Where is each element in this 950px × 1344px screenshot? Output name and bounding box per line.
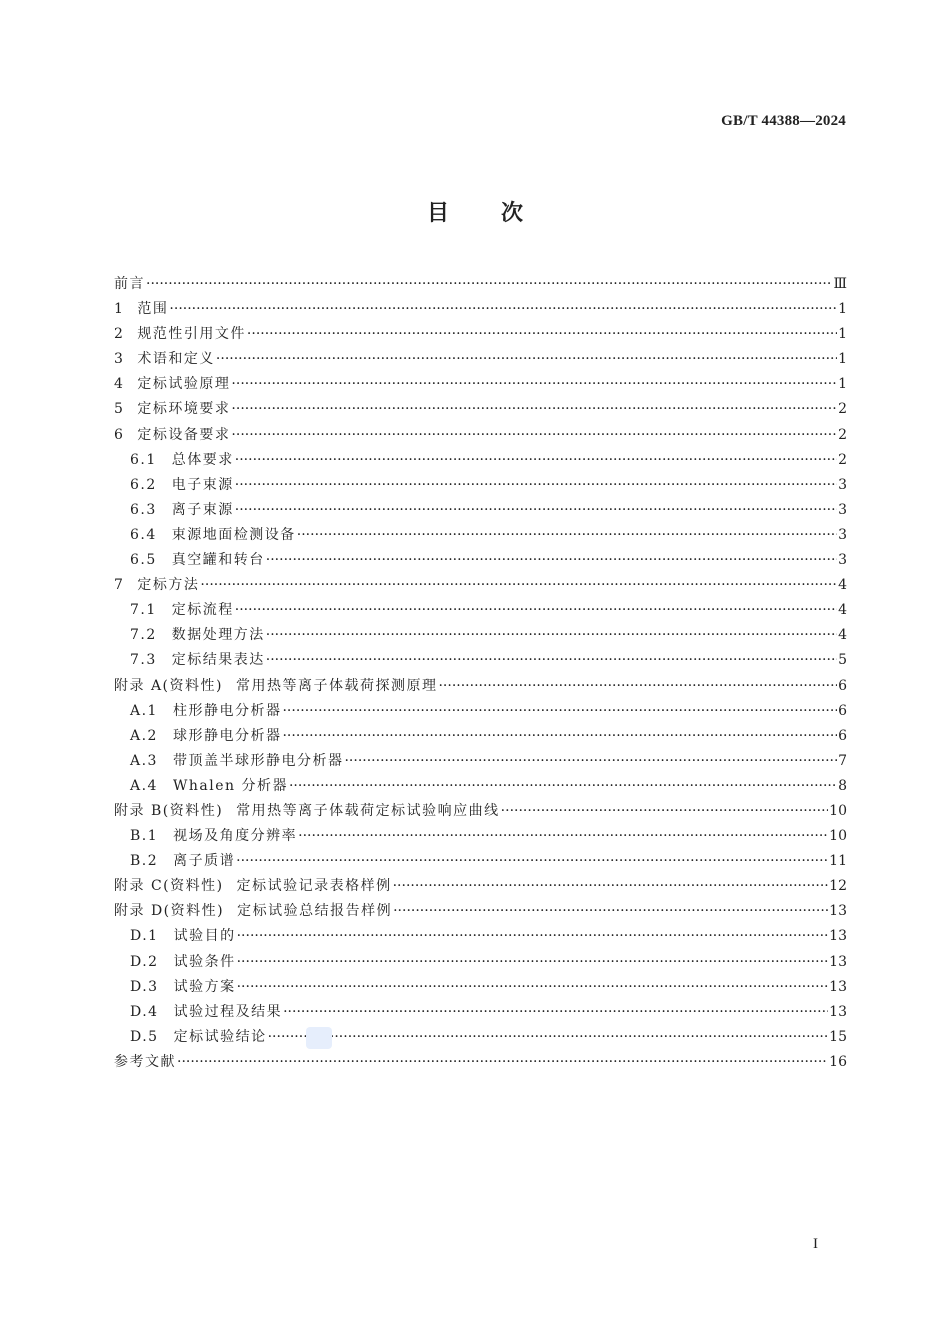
- toc-entry-page: 12: [829, 878, 847, 895]
- toc-entry-page: 4: [838, 602, 847, 619]
- toc-dot-leader: [146, 272, 832, 297]
- toc-entry-label: 柱形静电分析器: [172, 702, 282, 719]
- toc-dot-leader: [283, 1000, 828, 1025]
- toc-entry-number: 4: [114, 376, 125, 393]
- toc-entry-page: 7: [838, 752, 847, 769]
- toc-entry[interactable]: [114, 724, 847, 749]
- toc-entry-page: 13: [829, 953, 847, 970]
- toc-entry-label: 常用热等离子体载荷定标试验响应曲线: [236, 802, 500, 819]
- toc-entry-number: A.2: [130, 727, 158, 744]
- toc-dot-leader: [231, 397, 837, 422]
- toc-entry-number: B.2: [130, 853, 159, 870]
- toc-entry-label: 范围: [137, 301, 169, 318]
- highlight-mark: [306, 1027, 332, 1049]
- toc-entry-number: 7: [114, 577, 125, 594]
- toc-entry-page: 13: [829, 978, 847, 995]
- toc-entry-page: 2: [838, 451, 847, 468]
- toc-entry-label: 定标流程: [171, 602, 234, 619]
- toc-entry[interactable]: [114, 774, 847, 799]
- toc-entry[interactable]: [114, 899, 847, 924]
- toc-entry-number: A.4: [130, 777, 158, 794]
- toc-entry-page: 15: [829, 1028, 847, 1045]
- toc-entry-number: 6.4: [130, 526, 157, 543]
- toc-entry-number: D.1: [130, 928, 159, 945]
- toc-entry-number: B.1: [130, 828, 159, 845]
- toc-entry-number: 7.3: [130, 652, 157, 669]
- toc-entry[interactable]: [114, 1025, 847, 1050]
- toc-entry-number: D.5: [130, 1028, 159, 1045]
- toc-entry[interactable]: [114, 272, 847, 297]
- toc-entry-page: 13: [829, 928, 847, 945]
- toc-entry-number: D.2: [130, 953, 159, 970]
- toc-entry[interactable]: [114, 598, 847, 623]
- toc-entry-label: 束源地面检测设备: [171, 526, 296, 543]
- toc-entry-page: 6: [838, 702, 847, 719]
- toc-entry-page: 6: [838, 677, 847, 694]
- toc-entry-label: 试验过程及结果: [173, 1003, 283, 1020]
- toc-entry[interactable]: [114, 674, 847, 699]
- toc-entry-page: 1: [838, 351, 847, 368]
- toc-entry[interactable]: [114, 824, 847, 849]
- toc-entry-page: 16: [829, 1053, 847, 1070]
- toc-dot-leader: [235, 448, 837, 473]
- toc-dot-leader: [237, 975, 829, 1000]
- toc-entry-number: A.1: [130, 702, 158, 719]
- toc-dot-leader: [237, 924, 829, 949]
- toc-entry-number: A.3: [130, 752, 158, 769]
- toc-entry-label: 试验目的: [173, 928, 236, 945]
- toc-entry-label: 定标结果表达: [171, 652, 265, 669]
- standard-code: GB/T 44388—2024: [721, 113, 846, 129]
- toc-entry-number: D.4: [130, 1003, 159, 1020]
- toc-entry-page: 1: [838, 301, 847, 318]
- toc-entry[interactable]: [114, 523, 847, 548]
- toc-entry[interactable]: [114, 423, 847, 448]
- toc-entry-number: 附录 D(资料性): [114, 903, 225, 920]
- toc-dot-leader: [344, 749, 837, 774]
- toc-entry-page: 8: [838, 777, 847, 794]
- toc-entry-page: 10: [829, 828, 847, 845]
- toc-dot-leader: [282, 724, 837, 749]
- toc-entry-label: 视场及角度分辨率: [173, 828, 298, 845]
- toc-entry[interactable]: [114, 874, 847, 899]
- toc-entry[interactable]: [114, 699, 847, 724]
- toc-entry[interactable]: [114, 548, 847, 573]
- toc-dot-leader: [235, 598, 837, 623]
- toc-entry[interactable]: [114, 648, 847, 673]
- toc-entry-label: 离子质谱: [173, 853, 236, 870]
- toc-entry-page: 3: [838, 526, 847, 543]
- toc-entry-page: 3: [838, 501, 847, 518]
- toc-entry-label: 定标试验记录表格样例: [236, 878, 392, 895]
- toc-entry[interactable]: [114, 849, 847, 874]
- toc-dot-leader: [177, 1050, 828, 1075]
- page-number: I: [813, 1236, 818, 1252]
- toc-dot-leader: [200, 573, 837, 598]
- toc-entry-label: Whalen 分析器: [172, 777, 288, 794]
- toc-entry[interactable]: [114, 799, 847, 824]
- toc-entry-page: 11: [829, 853, 847, 870]
- toc-entry[interactable]: [114, 950, 847, 975]
- toc-entry-page: 3: [838, 476, 847, 493]
- toc-entry-number: 7.1: [130, 602, 157, 619]
- toc-dot-leader: [237, 950, 829, 975]
- toc-entry-label: 真空罐和转台: [171, 552, 265, 569]
- toc-entry[interactable]: [114, 473, 847, 498]
- toc-entry-label: 规范性引用文件: [137, 326, 246, 343]
- toc-entry[interactable]: [114, 573, 847, 598]
- toc-entry-label: 定标试验原理: [137, 376, 231, 393]
- toc-entry-label: 离子束源: [171, 501, 234, 518]
- page-title: 目次: [426, 201, 575, 226]
- toc-entry-label: 定标试验结论: [173, 1028, 267, 1045]
- toc-entry-label: 术语和定义: [137, 351, 215, 368]
- toc-entry-label: 试验方案: [173, 978, 236, 995]
- toc-dot-leader: [235, 498, 837, 523]
- toc-dot-leader: [393, 874, 829, 899]
- toc-entry[interactable]: [114, 975, 847, 1000]
- toc-entry-label: 带顶盖半球形静电分析器: [172, 752, 344, 769]
- toc-entry-label: 定标方法: [137, 577, 200, 594]
- toc-entry-page: 5: [838, 652, 847, 669]
- toc-dot-leader: [231, 372, 837, 397]
- toc-entry-number: 1: [114, 301, 125, 318]
- toc-entry[interactable]: [114, 498, 847, 523]
- toc-entry-number: 附录 B(资料性): [114, 802, 224, 819]
- toc-entry-page: 2: [838, 401, 847, 418]
- toc-entry-number: 6.2: [130, 476, 157, 493]
- toc-entry-page: 10: [829, 802, 847, 819]
- toc-entry-label: 常用热等离子体载荷探测原理: [235, 677, 438, 694]
- toc-entry[interactable]: [114, 347, 847, 372]
- toc-entry-number: 6.5: [130, 552, 157, 569]
- toc-entry[interactable]: [114, 1000, 847, 1025]
- toc-entry-label: 球形静电分析器: [172, 727, 282, 744]
- toc-entry[interactable]: [114, 372, 847, 397]
- toc-entry-label: 定标设备要求: [137, 426, 231, 443]
- toc-entry-number: 附录 C(资料性): [114, 878, 224, 895]
- toc-entry[interactable]: [114, 924, 847, 949]
- toc-entry-number: D.3: [130, 978, 159, 995]
- toc-entry-label: 电子束源: [171, 476, 234, 493]
- toc-entry-number: 6.1: [130, 451, 157, 468]
- toc-dot-leader: [501, 799, 829, 824]
- toc-dot-leader: [393, 899, 828, 924]
- toc-dot-leader: [268, 1025, 829, 1050]
- toc-entry-number: 5: [114, 401, 125, 418]
- toc-entry[interactable]: [114, 623, 847, 648]
- toc-entry-label: 定标试验总结报告样例: [237, 903, 393, 920]
- toc-entry-label: 参考文献: [114, 1053, 176, 1070]
- toc-dot-leader: [235, 473, 837, 498]
- toc-entry-label: 总体要求: [171, 451, 234, 468]
- toc-entry-page: 1: [838, 326, 847, 343]
- toc-entry-label: 试验条件: [173, 953, 236, 970]
- toc-entry-page: 1: [838, 376, 847, 393]
- toc-entry-number: 6: [114, 426, 125, 443]
- toc-dot-leader: [282, 699, 837, 724]
- toc-entry-page: 3: [838, 552, 847, 569]
- toc-dot-leader: [236, 849, 828, 874]
- toc-entry-number: 附录 A(资料性): [114, 677, 223, 694]
- toc-entry[interactable]: [114, 397, 847, 422]
- toc-entry-page: Ⅲ: [833, 276, 847, 292]
- toc-dot-leader: [289, 774, 837, 799]
- toc-entry-page: 13: [829, 1003, 847, 1020]
- toc-dot-leader: [266, 623, 837, 648]
- toc-entry[interactable]: [114, 1050, 847, 1075]
- toc-dot-leader: [266, 648, 837, 673]
- toc-entry-number: 7.2: [130, 627, 157, 644]
- toc-entry-label: 数据处理方法: [171, 627, 265, 644]
- toc-entry-page: 4: [838, 627, 847, 644]
- toc-entry-number: 6.3: [130, 501, 157, 518]
- toc-dot-leader: [231, 423, 837, 448]
- toc-entry-number: 2: [114, 326, 125, 343]
- toc-dot-leader: [438, 674, 837, 699]
- toc-entry[interactable]: [114, 297, 847, 322]
- toc-dot-leader: [298, 824, 828, 849]
- toc-entry-page: 4: [838, 577, 847, 594]
- toc-dot-leader: [169, 297, 837, 322]
- toc-entry-label: 定标环境要求: [137, 401, 231, 418]
- toc-entry-label: 前言: [114, 276, 145, 292]
- toc-entry-page: 6: [838, 727, 847, 744]
- toc-dot-leader: [216, 347, 837, 372]
- toc-dot-leader: [297, 523, 837, 548]
- toc-entry-page: 2: [838, 426, 847, 443]
- toc-entry-number: 3: [114, 351, 125, 368]
- table-of-contents: [114, 272, 847, 1075]
- toc-dot-leader: [247, 322, 837, 347]
- toc-entry[interactable]: [114, 749, 847, 774]
- toc-entry[interactable]: [114, 448, 847, 473]
- toc-entry-page: 13: [829, 903, 847, 920]
- toc-dot-leader: [266, 548, 837, 573]
- toc-entry[interactable]: [114, 322, 847, 347]
